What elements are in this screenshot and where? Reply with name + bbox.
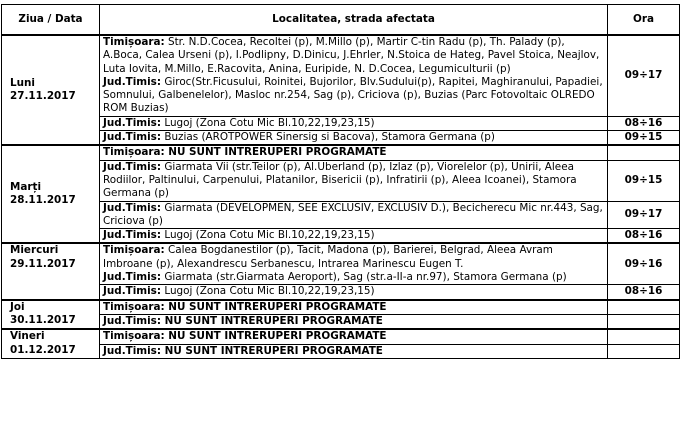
time-cell: 09÷15 (608, 160, 680, 201)
area-label: Timișoara: (103, 244, 165, 257)
day-date: 30.11.2017 (10, 313, 76, 326)
schedule-row (2, 116, 680, 130)
day-date: 01.12.2017 (10, 343, 76, 356)
location-entry (103, 229, 604, 242)
schedule-row (2, 285, 680, 300)
area-label: Timișoara: (103, 330, 165, 343)
time-cell: 08÷16 (608, 285, 680, 300)
location-cell (100, 229, 608, 244)
day-cell (2, 243, 100, 299)
day-name: Marți (10, 181, 42, 194)
schedule-row (2, 131, 680, 146)
area-label: Jud.Timis: (103, 229, 162, 242)
header-location: Localitatea, strada afectata (100, 5, 608, 36)
time-cell: 09÷17 (608, 35, 680, 116)
day-name: Luni (10, 76, 35, 89)
streets-text: Buzias (AROTPOWER Sinersig si Bacova), Stamora Germana (p) (161, 131, 495, 144)
time-cell (608, 344, 680, 358)
time-cell (608, 314, 680, 329)
schedule-row (2, 35, 680, 116)
schedule-row (2, 201, 680, 229)
location-cell (100, 116, 608, 130)
time-cell: 09÷15 (608, 131, 680, 146)
location-cell (100, 201, 608, 229)
day-cell (2, 329, 100, 358)
location-entry (103, 285, 604, 298)
schedule-row (2, 160, 680, 201)
area-label: Jud.Timis: (103, 160, 162, 173)
time-cell: 09÷17 (608, 201, 680, 229)
area-label: Jud.Timis: (103, 271, 162, 284)
schedule-row (2, 300, 680, 315)
time-cell: 08÷16 (608, 116, 680, 130)
area-label: Timișoara: (103, 36, 165, 48)
area-label: Jud.Timis: (103, 285, 162, 298)
time-cell: 09÷16 (608, 243, 680, 284)
area-label: Jud.Timis: (103, 201, 162, 214)
area-label: Jud.Timis: (103, 344, 162, 357)
streets-text: Giarmata Vii (str.Teilor (p), Al.Uberland (p), Izlaz (p), Viorelelor (p), Unirii, Aleea Rodiilor, Paltinului, Carpenului, Platanilor, Bisericii (p), Infratirii (p), Aleea Icoanei), Stamora Germana (p) (103, 160, 577, 200)
no-outage-text: NU SUNT INTRERUPERI PROGRAMATE (164, 146, 387, 159)
location-entry (103, 330, 604, 343)
location-cell (100, 160, 608, 201)
streets-text: Lugoj (Zona Cotu Mic Bl.10,22,19,23,15) (161, 229, 375, 242)
streets-text: Giroc(Str.Ficusului, Roinitei, Bujorilor, Blv.Sudului(p), Rapitei, Maghiranului, Papadiei, Somnului, Galbenelelor), Masloc nr.254, Sag (p), Criciova (p), Buzias (Parc Fotovoltaic OLREDO ROM Buzias) (103, 75, 603, 115)
location-entry (103, 146, 604, 159)
streets-text: Lugoj (Zona Cotu Mic Bl.10,22,19,23,15) (161, 116, 375, 129)
no-outage-text: NU SUNT INTRERUPERI PROGRAMATE (161, 314, 383, 327)
area-label: Jud.Timis: (103, 75, 162, 88)
location-cell (100, 314, 608, 329)
outage-schedule-table (1, 4, 680, 359)
schedule-row (2, 344, 680, 358)
location-entry (103, 345, 604, 358)
no-outage-text: NU SUNT INTRERUPERI PROGRAMATE (161, 344, 383, 357)
streets-text: Calea Bogdanestilor (p), Tacit, Madona (p), Barierei, Belgrad, Aleea Avram Imbroane (p), Alexandrescu Serbanescu, Intrarea Marinescu Eugen T. (103, 244, 553, 270)
day-date: 27.11.2017 (10, 90, 76, 103)
area-label: Jud.Timis: (103, 116, 162, 129)
day-name: Vineri (10, 330, 45, 343)
time-cell: 08÷16 (608, 229, 680, 244)
day-date: 29.11.2017 (10, 257, 76, 270)
area-label: Timișoara: (103, 146, 165, 159)
location-cell (100, 131, 608, 146)
area-label: Timișoara: (103, 300, 165, 313)
location-entry (103, 315, 604, 328)
streets-text: Str. N.D.Cocea, Recoltei (p), M.Millo (p), Martir C-tin Radu (p), Th. Palady (p), A.Boca, Calea Urseni (p), I.Podlipny, D.Dinicu, J.Ehrler, N.Stoica de Hateg, Pavel Stoica, Neajlov, Luta Iovita, M.Millo, E.Racovita, Anina, Euripide, N. D.Cocea, Legumiculturii (p) (103, 36, 600, 75)
schedule-row (2, 229, 680, 244)
schedule-body (2, 35, 680, 358)
schedule-row (2, 145, 680, 160)
time-cell (608, 145, 680, 160)
location-entry (103, 161, 604, 201)
location-entry (103, 271, 604, 284)
day-name: Joi (10, 300, 25, 313)
no-outage-text: NU SUNT INTRERUPERI PROGRAMATE (164, 330, 387, 343)
day-date: 28.11.2017 (10, 194, 76, 207)
location-cell (100, 145, 608, 160)
location-entry (103, 36, 604, 76)
location-cell (100, 329, 608, 344)
time-cell (608, 329, 680, 344)
schedule-row (2, 243, 680, 284)
header-day: Ziua / Data (2, 5, 100, 36)
location-cell (100, 285, 608, 300)
day-name: Miercuri (10, 244, 59, 257)
location-entry (103, 131, 604, 144)
header-time: Ora (608, 5, 680, 36)
location-cell (100, 300, 608, 315)
location-entry (103, 117, 604, 130)
header-row (2, 5, 680, 36)
day-cell (2, 145, 100, 243)
location-cell (100, 243, 608, 284)
location-cell (100, 35, 608, 116)
day-cell (2, 300, 100, 330)
schedule-row (2, 314, 680, 329)
location-entry (103, 301, 604, 314)
location-entry (103, 202, 604, 229)
schedule-row (2, 329, 680, 344)
location-entry (103, 76, 604, 116)
area-label: Jud.Timis: (103, 314, 162, 327)
no-outage-text: NU SUNT INTRERUPERI PROGRAMATE (164, 300, 387, 313)
location-cell (100, 344, 608, 358)
time-cell (608, 300, 680, 315)
streets-text: Giarmata (DEVELOPMEN, SEE EXCLUSIV, EXCLUSIV D.), Becicherecu Mic nr.443, Sag, Criciova (p) (103, 201, 603, 227)
day-cell (2, 35, 100, 145)
area-label: Jud.Timis: (103, 131, 162, 144)
streets-text: Giarmata (str.Giarmata Aeroport), Sag (str.a-II-a nr.97), Stamora Germana (p) (161, 271, 567, 284)
location-entry (103, 244, 604, 271)
streets-text: Lugoj (Zona Cotu Mic Bl.10,22,19,23,15) (161, 285, 375, 298)
